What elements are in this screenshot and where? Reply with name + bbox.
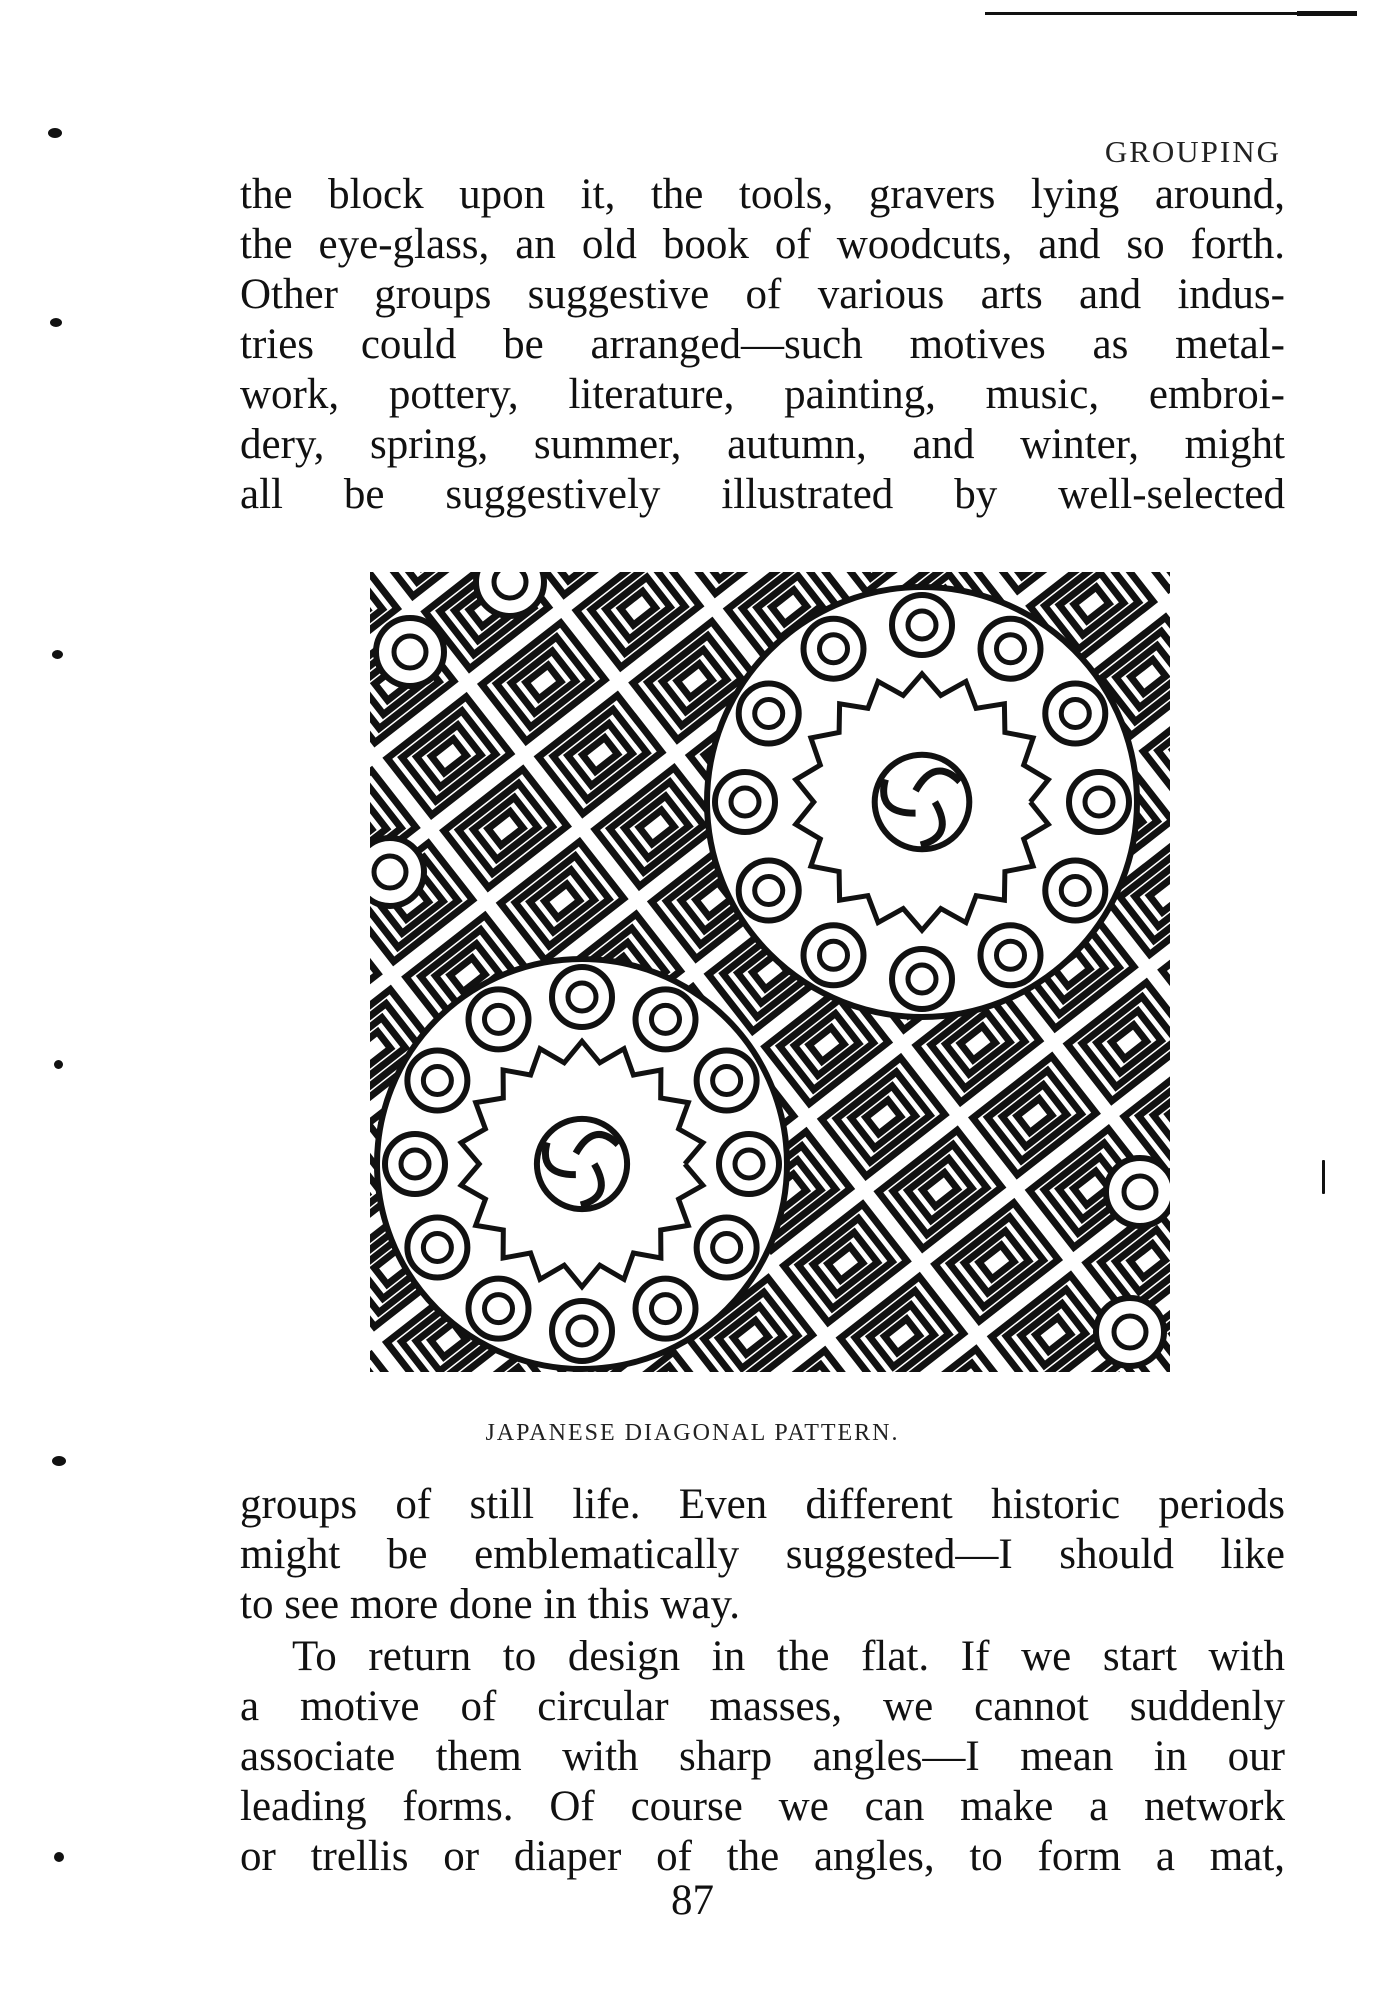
- pattern-illustration: [370, 572, 1170, 1372]
- rosette-lower-left: [377, 959, 787, 1369]
- paragraph-next: [240, 1632, 1285, 1882]
- text-line: dery, spring, summer, autumn, and winter, might: [240, 421, 1285, 468]
- text-line: the block upon it, the tools, gravers lying around,: [240, 171, 1285, 218]
- rosette-disc: [377, 959, 787, 1369]
- text-line: To return to design in the flat. If we start with: [292, 1633, 1285, 1680]
- edge-cloud: [1096, 1298, 1164, 1366]
- margin-speck: [54, 1852, 64, 1862]
- text-line: might be emblematically suggested—I should like: [240, 1531, 1285, 1578]
- edge-cloud: [1106, 1158, 1170, 1226]
- margin-speck: [52, 1456, 66, 1466]
- margin-speck: [1322, 1160, 1325, 1194]
- page-number: 87: [671, 1877, 714, 1924]
- margin-speck: [52, 650, 63, 659]
- margin-speck: [54, 1060, 63, 1069]
- edge-cloud: [476, 572, 544, 616]
- text-line: all be suggestively illustrated by well-selected: [240, 471, 1285, 518]
- margin-speck: [48, 128, 62, 138]
- running-head: GROUPING: [1104, 134, 1281, 169]
- text-line: to see more done in this way.: [240, 1581, 740, 1628]
- margin-speck: [50, 318, 62, 327]
- top-rule: [985, 12, 1357, 15]
- rosette-disc: [707, 587, 1137, 1017]
- text-line: associate them with sharp angles—I mean in our: [240, 1733, 1285, 1780]
- paragraph-top: [240, 170, 1285, 520]
- edge-cloud: [370, 838, 424, 906]
- text-line: Other groups suggestive of various arts and indus-: [240, 271, 1285, 318]
- rosette-upper-right: [707, 587, 1137, 1017]
- text-line: leading forms. Of course we can make a network: [240, 1783, 1285, 1830]
- figure-caption: JAPANESE DIAGONAL PATTERN.: [485, 1420, 900, 1446]
- text-line: work, pottery, literature, painting, music, embroi-: [240, 371, 1285, 418]
- text-line: groups of still life. Even different historic periods: [240, 1481, 1285, 1528]
- edge-cloud: [376, 618, 444, 686]
- text-line: the eye-glass, an old book of woodcuts, and so forth.: [240, 221, 1285, 268]
- text-line: a motive of circular masses, we cannot suddenly: [240, 1683, 1285, 1730]
- japanese-diagonal-pattern-figure: [370, 572, 1170, 1372]
- text-line: or trellis or diaper of the angles, to form a mat,: [240, 1833, 1285, 1880]
- text-line: tries could be arranged—such motives as metal-: [240, 321, 1285, 368]
- paragraph-bottom: [240, 1480, 1285, 1630]
